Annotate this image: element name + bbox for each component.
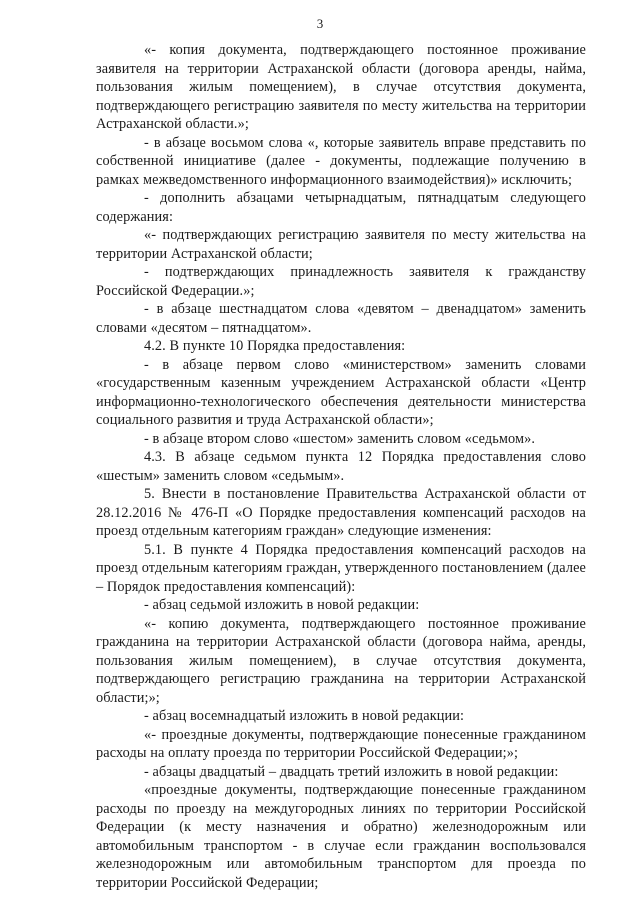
paragraph: - в абзаце втором слово «шестом» заменить словом «седьмом». xyxy=(144,430,536,447)
paragraph: - в абзаце шестнадцатом слова «девятом – двенадцатом» заменить словами «десятом – пятнадцатом». xyxy=(96,301,586,336)
paragraph: «проездные документы, подтверждающие понесенные гражданином расходы по проезду на междугородных линиях по территории Российской Федерации (к месту назначения и обратно) железнодорожным или автомобильным транспортом - в случае если гражданин воспользовался железнодорожным или автомобильным транспортом для проезда по территории Российской Федерации; xyxy=(96,782,586,891)
page-number: 3 xyxy=(316,16,324,31)
paragraph: 5.1. В пункте 4 Порядка предоставления компенсаций расходов на проезд отдельным категориям граждан, утвержденного постановлением (далее – Порядок предоставления компенсаций): xyxy=(96,541,586,595)
paragraph: - абзац седьмой изложить в новой редакции: xyxy=(144,597,420,613)
paragraph: «- подтверждающих регистрацию заявителя по месту жительства на территории Астраханской области; xyxy=(96,227,586,262)
paragraph: 4.2. В пункте 10 Порядка предоставления: xyxy=(144,338,406,354)
paragraph: - подтверждающих принадлежность заявителя к гражданству Российской Федерации.»; xyxy=(96,264,586,299)
paragraph: «- копия документа, подтверждающего постоянное проживание заявителя на территории Астраханской области (договора аренды, найма, пользования жилым помещением), в случае отсутствия документа, подтверждающего регистрацию заявителя по месту жительства на территории Астраханской области.»; xyxy=(96,42,586,132)
paragraph: 4.3. В абзаце седьмом пункта 12 Порядка предоставления слово «шестым» заменить словом «седьмым». xyxy=(96,449,586,484)
document-body xyxy=(96,41,586,892)
paragraph: - абзацы двадцатый – двадцать третий изложить в новой редакции: xyxy=(144,763,559,780)
paragraph: - в абзаце восьмом слова «, которые заявитель вправе представить по собственной инициативе (далее - документы, подлежащие получению в рамках межведомственного информационного взаимодействия)» исключить; xyxy=(96,134,586,188)
paragraph: «- проездные документы, подтверждающие понесенные гражданином расходы на оплату проезда по территории Российской Федерации;»; xyxy=(96,726,586,761)
paragraph: - абзац восемнадцатый изложить в новой редакции: xyxy=(144,708,465,724)
paragraph: - дополнить абзацами четырнадцатым, пятнадцатым следующего содержания: xyxy=(96,190,586,225)
paragraph: 5. Внести в постановление Правительства Астраханской области от 28.12.2016 № 476-П «О Порядке предоставления компенсаций расходов на проезд отдельным категориям граждан» следующие изменения: xyxy=(96,486,586,539)
paragraph: - в абзаце первом слово «министерством» заменить словами «государственным казенным учреждением Астраханской области «Центр информационно-технологического обеспечения деятельности министерства социального развития и труда Астраханской области»; xyxy=(96,356,586,428)
paragraph: «- копию документа, подтверждающего постоянное проживание гражданина на территории Астраханской области (договора найма, аренды, пользования жилым помещением), в случае отсутствия документа, подтверждающего регистрацию гражданина на территории Астраханской области;»; xyxy=(96,615,586,706)
